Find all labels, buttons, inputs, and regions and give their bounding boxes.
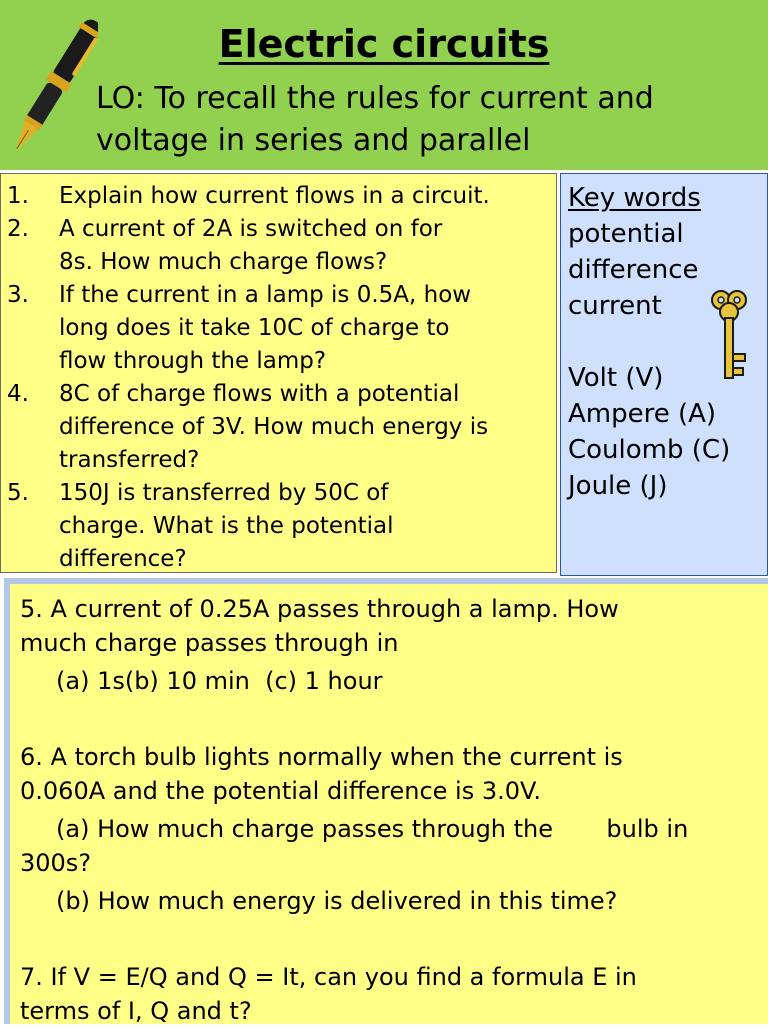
q5-parts: (a) 1s(b) 10 min (c) 1 hour <box>56 667 383 695</box>
question-text <box>59 279 552 378</box>
learning-objective <box>96 78 756 162</box>
question-number: 2. <box>7 216 29 242</box>
question-line: 150J is transferred by 50C of <box>59 480 389 506</box>
q7-line-1: 7. If V = E/Q and Q = It, can you find a formula E in <box>20 963 637 991</box>
question-line: long does it take 10C of charge to <box>59 315 450 341</box>
q5-line-1: 5. A current of 0.25A passes through a lamp. How <box>20 595 619 623</box>
q7-line-2: terms of I, Q and t? <box>20 997 252 1025</box>
keyword-term: current <box>568 291 662 321</box>
header-banner <box>0 0 768 170</box>
page-title: Electric circuits <box>218 22 550 66</box>
question-line: A current of 2A is switched on for <box>59 216 443 242</box>
q6b: (b) How much energy is delivered in this time? <box>56 887 618 915</box>
q5-line-2: much charge passes through in <box>20 629 399 657</box>
spacer <box>20 698 768 740</box>
keyword-term: potential <box>568 219 684 249</box>
main-tasks-box <box>4 578 768 1024</box>
question-line: flow through the lamp? <box>59 348 327 374</box>
lo-line-1: LO: To recall the rules for current and <box>96 81 654 116</box>
question-item <box>7 180 552 213</box>
lo-line-2: voltage in series and parallel <box>96 123 531 158</box>
question-line: If the current in a lamp is 0.5A, how <box>59 282 472 308</box>
question-item <box>7 378 552 477</box>
question-line: 8C of charge flows with a potential <box>59 381 460 407</box>
key-icon <box>707 286 751 384</box>
question-item <box>7 477 552 576</box>
question-number: 4. <box>7 381 29 407</box>
question-text <box>59 213 552 279</box>
q6-line-1: 6. A torch bulb lights normally when the current is <box>20 743 623 771</box>
question-number: 1. <box>7 183 29 209</box>
question-list <box>7 180 552 576</box>
question-line: difference of 3V. How much energy is <box>59 414 489 440</box>
keyword-term: difference <box>568 255 699 285</box>
question-line: transferred? <box>59 447 200 473</box>
question-line: 8s. How much charge flows? <box>59 249 388 275</box>
unit-term: Joule (J) <box>568 471 668 501</box>
key-words-box <box>560 173 768 576</box>
question-text <box>59 378 552 477</box>
question-line: difference? <box>59 546 187 572</box>
q6a-line-2: 300s? <box>20 849 92 877</box>
question-item <box>7 213 552 279</box>
q6-line-2: 0.060A and the potential difference is 3.0V. <box>20 777 541 805</box>
question-line: Explain how current flows in a circuit. <box>59 183 490 209</box>
unit-term: Ampere (A) <box>568 399 717 429</box>
key-words-title: Key words <box>568 183 701 213</box>
question-line: charge. What is the potential <box>59 513 394 539</box>
starter-questions-box <box>0 173 557 573</box>
question-text <box>59 180 552 213</box>
spacer <box>20 918 768 960</box>
question-number: 3. <box>7 282 29 308</box>
q6a-line-1: (a) How much charge passes through the bulb in <box>56 815 689 843</box>
question-text <box>59 477 552 576</box>
question-number: 5. <box>7 480 29 506</box>
question-item <box>7 279 552 378</box>
unit-term: Volt (V) <box>568 363 664 393</box>
unit-term: Coulomb (C) <box>568 435 731 465</box>
